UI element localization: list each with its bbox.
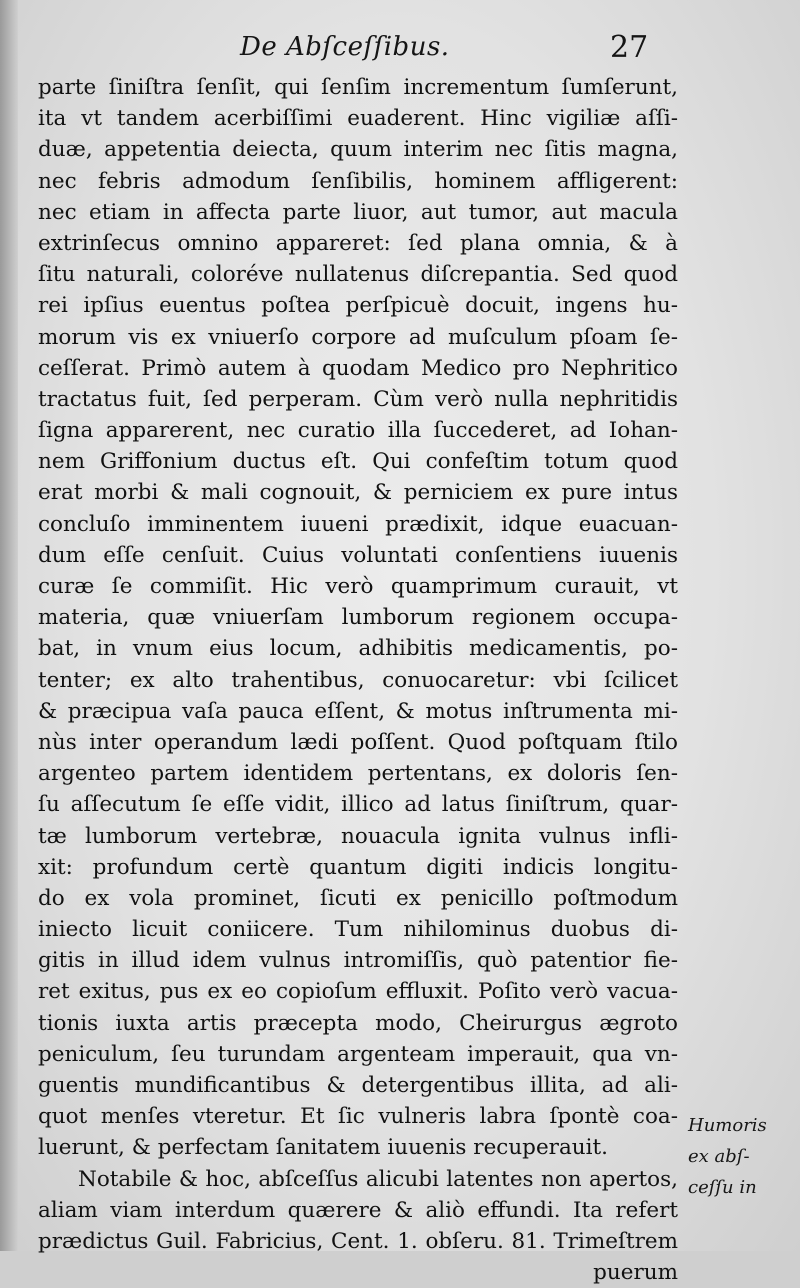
text-line: nem Griffonium ductus eſt. Qui confeſtim totum quod xyxy=(38,449,678,475)
text-line: extrinſecus omnino appareret: ſed plana omnia, & à xyxy=(38,230,678,256)
text-line: nùs inter operandum lædi poſſent. Quod poſtquam ſtilo xyxy=(38,729,678,755)
page-header xyxy=(0,30,800,74)
text-line: ita vt tandem acerbiſſimi euaderent. Hinc vigiliæ aſſi- xyxy=(38,106,678,132)
text-line: rei ipſius euentus poſtea perſpicuè docuit, ingens hu- xyxy=(38,293,678,319)
margin-note-line: Humoris xyxy=(688,1115,767,1136)
margin-note xyxy=(688,1110,788,1204)
text-line: aliam viam interdum quærere & aliò effundi. Ita refert xyxy=(38,1197,678,1223)
catchword: puerum xyxy=(593,1260,678,1286)
text-line: luerunt, & perfectam ſanitatem iuuenis recuperauit. xyxy=(38,1135,608,1161)
text-line: tæ lumborum vertebræ, nouacula ignita vulnus infli- xyxy=(38,823,678,849)
text-line: gitis in illud idem vulnus intromiſſis, quò patentior fie- xyxy=(38,948,678,974)
text-line: ret exitus, pus ex eo copioſum effluxit. Poſito verò vacua- xyxy=(38,979,678,1005)
text-line: concluſo imminentem iuueni prædixit, idque euacuan- xyxy=(38,511,678,537)
text-line: dum eſſe cenſuit. Cuius voluntati conſentiens iuuenis xyxy=(38,542,678,568)
text-line: guentis mundificantibus & detergentibus illita, ad ali- xyxy=(38,1073,678,1098)
text-line: morum vis ex vniuerſo corpore ad muſculum pſoam ſe- xyxy=(38,324,678,350)
text-line: tenter; ex alto trahentibus, conuocaretur: vbi ſcilicet xyxy=(38,667,678,693)
body-text xyxy=(38,72,678,1288)
text-line: do ex vola prominet, ſicuti ex penicillo poſtmodum xyxy=(38,885,678,911)
text-line: materia, quæ vniuerſam lumborum regionem occupa- xyxy=(38,605,678,631)
text-line: nec etiam in affecta parte liuor, aut tumor, aut macula xyxy=(38,199,678,225)
text-line: quot menſes vteretur. Et ſic vulneris labra ſpontè coa- xyxy=(38,1104,678,1130)
text-line: parte ſiniſtra ſenſit, qui ſenſim incrementum ſumſerunt, xyxy=(38,75,678,100)
text-line: ceſſerat. Primò autem à quodam Medico pro Nephritico xyxy=(38,355,678,381)
text-line: curæ ſe commiſit. Hic verò quamprimum curauit, vt xyxy=(38,574,678,599)
margin-note-line: ceſſu in xyxy=(688,1177,757,1199)
text-line: xit: profundum certè quantum digiti indicis longitu- xyxy=(38,854,678,880)
text-line: ſu aſſecutum ſe eſſe vidit, illico ad latus ſiniſtrum, quar- xyxy=(38,792,678,818)
text-line: ſitu naturali, coloréve nullatenus diſcrepantia. Sed quod xyxy=(38,262,678,288)
text-line: peniculum, ſeu turundam argenteam imperauit, qua vn- xyxy=(38,1041,678,1067)
text-line: tractatus fuit, ſed perperam. Cùm verò nulla nephritidis xyxy=(38,386,678,412)
text-line: duæ, appetentia deiecta, quum interim nec ſitis magna, xyxy=(38,137,678,163)
page-gutter-shadow xyxy=(0,0,18,1251)
text-line: bat, in vnum eius locum, adhibitis medicamentis, po- xyxy=(38,636,678,662)
text-line: prædictus Guil. Fabricius, Cent. 1. obſeru. 81. Trimeſtrem xyxy=(38,1228,678,1254)
text-line: Notabile & hoc, abſceſſus alicubi latentes non apertos, xyxy=(78,1166,678,1192)
text-line: argenteo partem identidem pertentans, ex doloris ſen- xyxy=(38,761,678,787)
running-title: De Abſceſſibus. xyxy=(240,32,450,62)
text-line: nec febris admodum ſenſibilis, hominem affligerent: xyxy=(38,168,678,194)
text-line: & præcipua vaſa pauca eſſent, & motus inſtrumenta mi- xyxy=(38,698,678,724)
text-line: tionis iuxta artis præcepta modo, Cheirurgus ægroto xyxy=(38,1010,678,1036)
margin-note-line: ex abſ- xyxy=(688,1146,750,1168)
page-number: 27 xyxy=(610,30,649,65)
text-line: iniecto licuit coniicere. Tum nihilominus duobus di- xyxy=(38,917,678,943)
text-line: erat morbi & mali cognouit, & perniciem ex pure intus xyxy=(38,480,678,506)
text-line: ſigna apparerent, nec curatio illa ſuccederet, ad Iohan- xyxy=(38,418,678,444)
